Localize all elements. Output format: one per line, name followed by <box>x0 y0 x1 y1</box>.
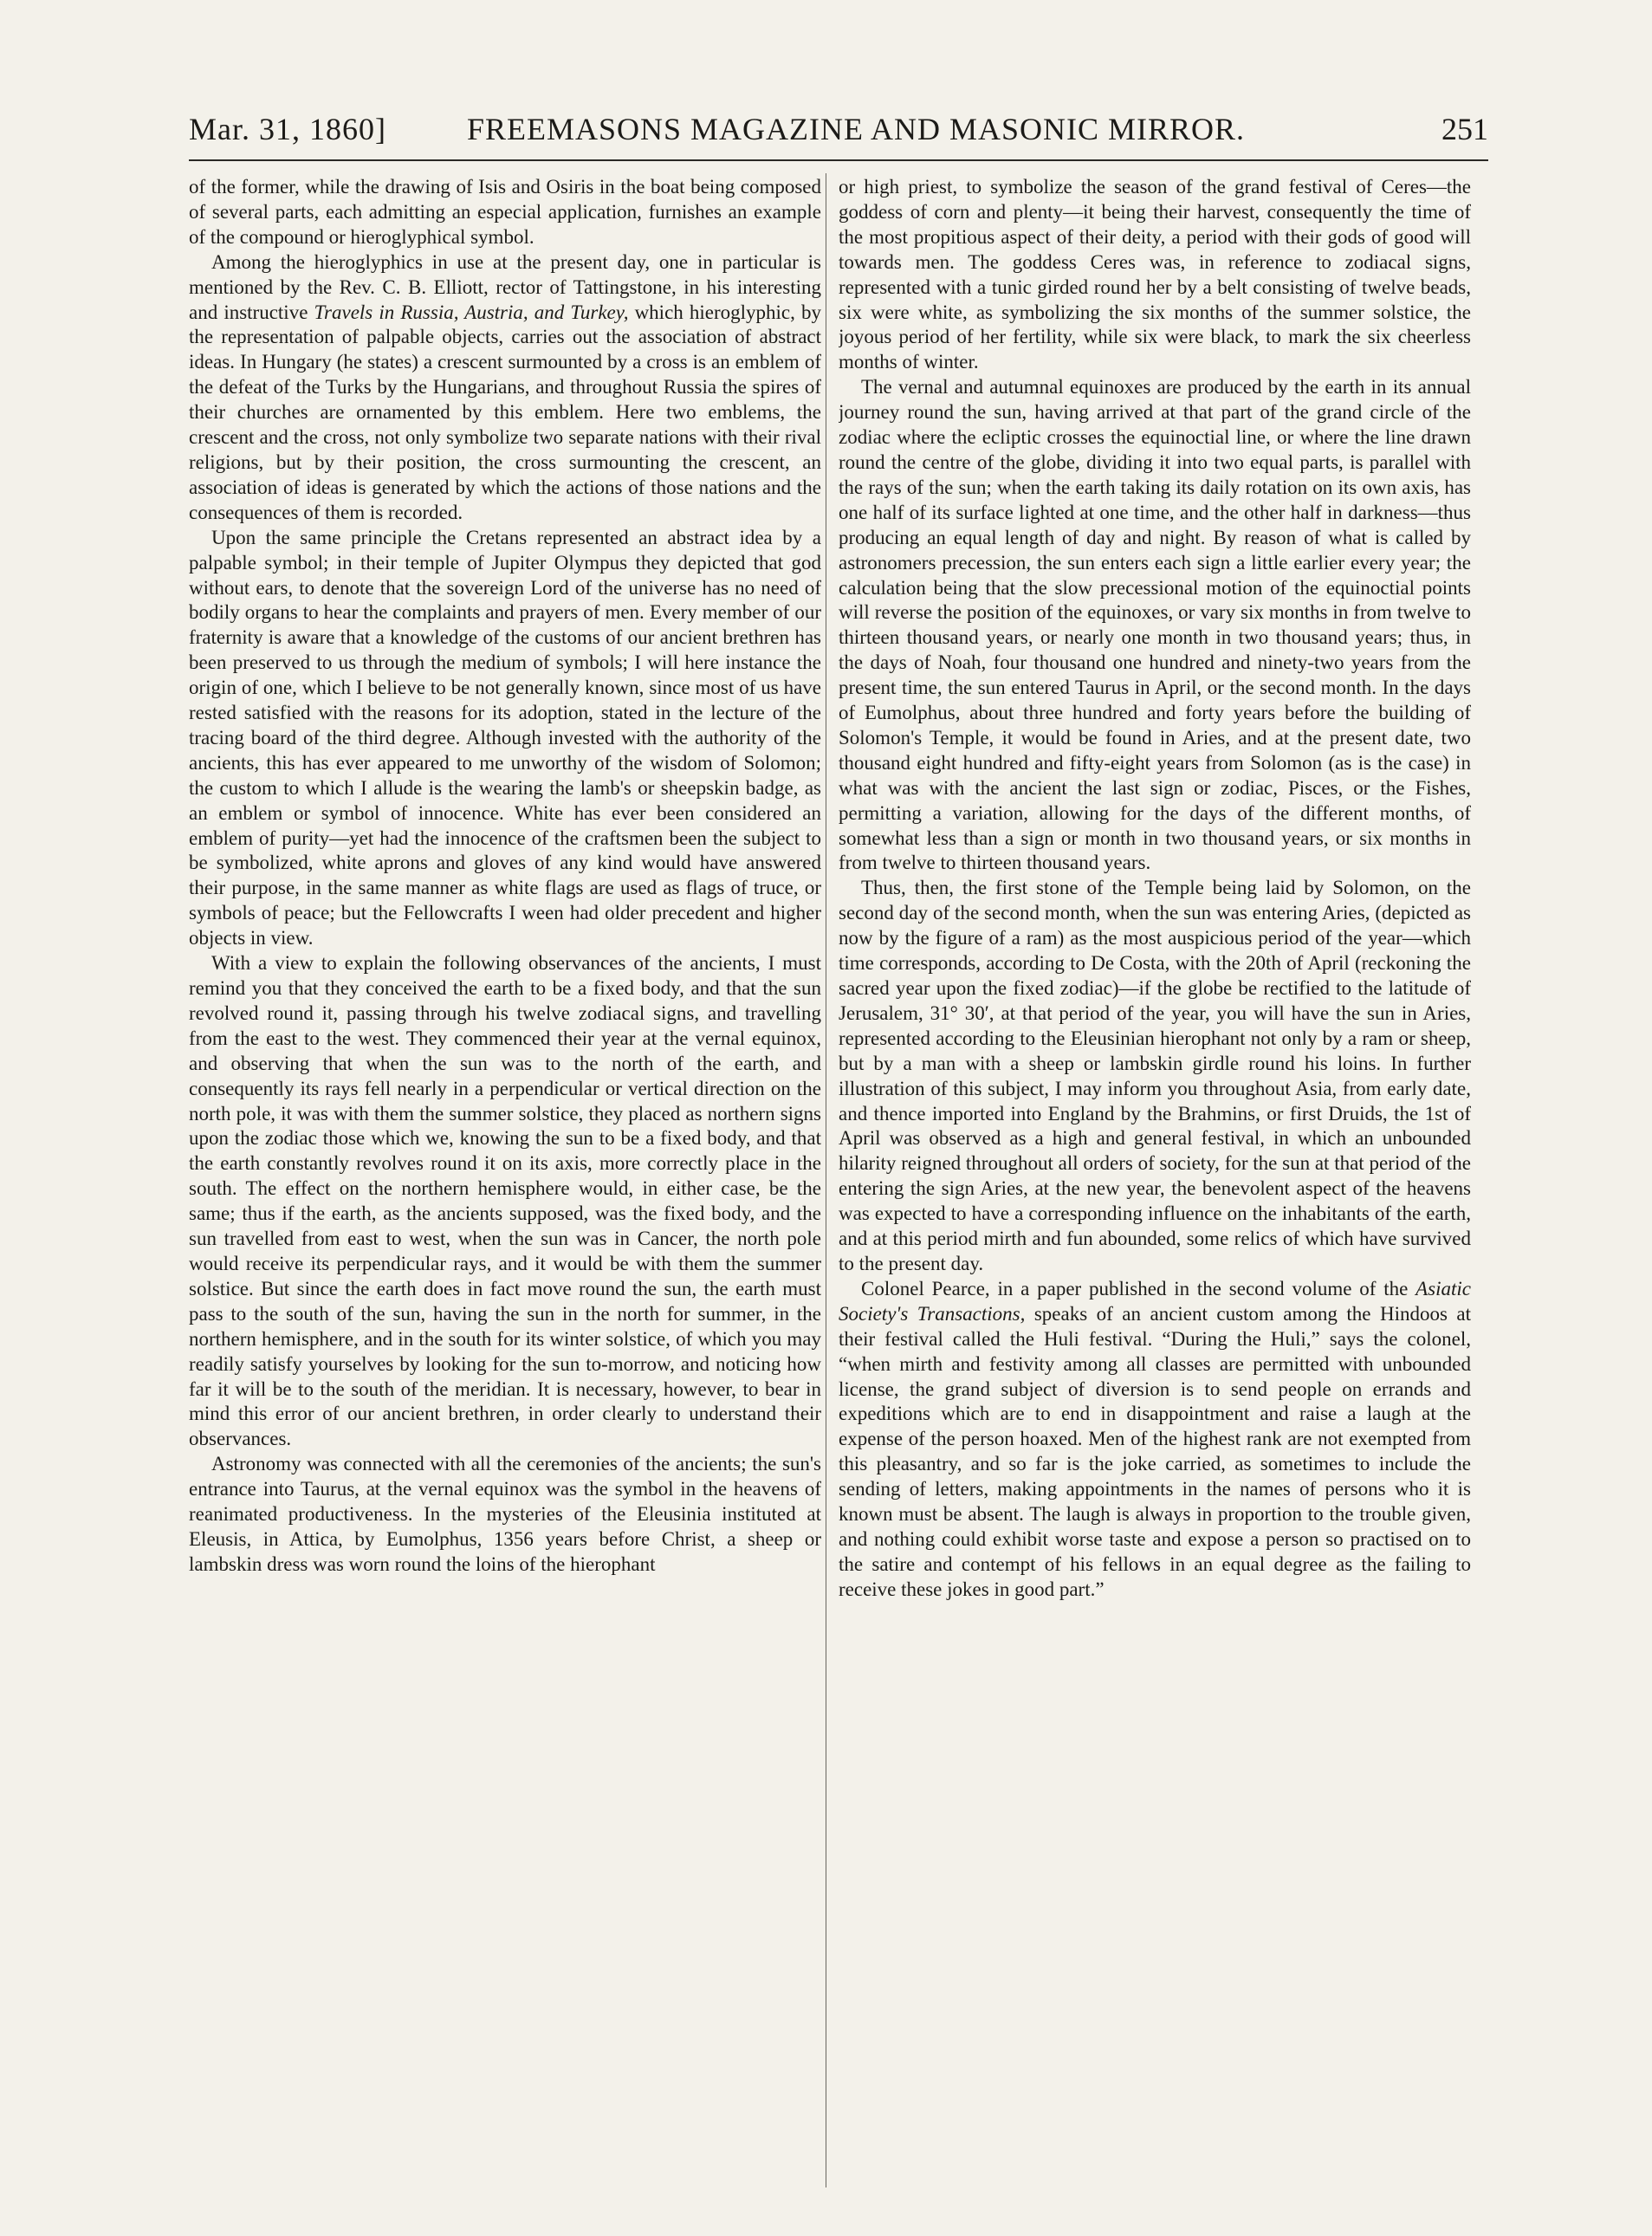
right-paragraph-1: or high priest, to symbolize the season of the grand festival of Ceres—the goddess of corn and plenty—it being their harvest, consequently the time of the most propitious aspect of their deity, a period with their gods of good will towards men. The goddess Ceres was, in reference to zodiacal signs, represented with a tunic girded round her by a belt consisting of twelve beads, six were white, as symbolizing the six months of the summer solstice, the joyous period of her fertility, while six were black, to mark the six cheerless months of winter. <box>839 176 1471 373</box>
right-paragraph-4-part-b: speaks of an ancient custom among the Hindoos at their festival called the Huli festival. “During the Huli,” says the colonel, “when mirth and festivity among all classes are permitted with unbounded license, the grand subject of diversion is to send people on errands and expeditions which are to end in disappointment and raise a laugh at the expense of the person hoaxed. Men of the highest rank are not exempted from this pleasantry, and so far is the joke carried, as sometimes to include the sending of letters, making appointments in the names of persons who it is known must be absent. The laugh is always in proportion to the trouble given, and nothing could exhibit worse taste and expose a person so practised on to the satire and contempt of his fellows in an equal degree as the failing to receive these jokes in good part.” <box>839 1302 1471 1600</box>
right-paragraph-4 <box>839 1277 1471 1603</box>
journal-title-asiatic: Asiatic Society's Transactions, <box>839 1277 1471 1325</box>
header-title: FREEMASONS MAGAZINE AND MASONIC MIRROR. <box>466 112 1246 146</box>
book-title-travels: Travels in Russia, Austria, and Turkey, <box>314 301 629 323</box>
left-paragraph-3: Upon the same principle the Cretans represented an abstract idea by a palpable symbol; in their temple of Jupiter Olympus they depicted that god without ears, to denote that the sovereign Lord of the universe has no need of bodily organs to hear the complaints and prayers of men. Every member of our fraternity is aware that a knowledge of the customs of our ancient brethren has been preserved to us through the medium of symbols; I will here instance the origin of one, which I believe to be not generally known, since most of us have rested satisfied with the reasons for its adoption, stated in the lecture of the tracing board of the third degree. Although invested with the authority of the ancients, this has ever appeared to me unworthy of the wisdom of Solomon; the custom to which I allude is the wearing the lamb's or sheepskin badge, as an emblem or symbol of innocence. White has ever been considered an emblem of purity—yet had the innocence of the craftsmen been the subject to be symbolized, white aprons and gloves of any kind would have answered their purpose, in the same manner as white flags are used as flags of truce, or symbols of peace; but the Fellowcrafts I ween had older precedent and higher objects in view. <box>189 526 821 949</box>
left-paragraph-1: of the former, while the drawing of Isis and Osiris in the boat being composed of several parts, each admitting an especial application, furnishes an example of the compound or hieroglyphical symbol. <box>189 176 821 248</box>
right-paragraph-4-part-a: Colonel Pearce, in a paper published in the second volume of the <box>861 1277 1416 1299</box>
header-date: Mar. 31, 1860] <box>189 112 386 146</box>
left-paragraph-4: With a view to explain the following observances of the ancients, I must remind you that they conceived the earth to be a fixed body, and that the sun revolved round it, passing through his twelve zodiacal signs, and travelling from the east to the west. They commenced their year at the vernal equinox, and observing that when the sun was to the north of the earth, and consequently its rays fell nearly in a perpendicular or vertical direction on the north pole, it was with them the summer solstice, they placed as northern signs upon the zodiac those which we, knowing the sun to be a fixed body, and that the earth constantly revolves round it on its axis, more correctly place in the south. The effect on the northern hemisphere would, in either case, be the same; thus if the earth, as the ancients supposed, was the fixed body, and the sun travelled from east to west, when the sun was in Cancer, the north pole would receive its perpendicular rays, and it would be with them the summer solstice. But since the earth does in fact move round the sun, the earth must pass to the south of the sun, having the sun in the north for summer, in the northern hemisphere, and in the south for its winter solstice, of which you may readily satisfy yourselves by looking for the sun to-morrow, and noticing how far it will be to the south of the meridian. It is necessary, however, to bear in mind this error of our ancient brethren, in order clearly to understand their observances. <box>189 952 821 1450</box>
left-paragraph-2-part-a: Among the hieroglyphics in use at the present day, one in particular is mentioned by the Rev. C. B. Elliott, rector of Tattingstone, in his interesting and instructive <box>189 250 821 323</box>
left-paragraph-5: Astronomy was connected with all the ceremonies of the ancients; the sun's entrance into Taurus, at the vernal equinox was the symbol in the heavens of reanimated productiveness. In the mysteries of the Eleusinia instituted at Eleusis, in Attica, by Eumolphus, 1356 years before Christ, a sheep or lambskin dress was worn round the loins of the hierophant <box>189 1453 821 1575</box>
right-paragraph-3: Thus, then, the first stone of the Temple being laid by Solomon, on the second day of the second month, when the sun was entering Aries, (depicted as now by the figure of a ram) as the most auspicious period of the year—which time corresponds, according to De Costa, with the 20th of April (reckoning the sacred year upon the fixed zodiac)—if the globe be rectified to the latitude of Jerusalem, 31° 30′, at that period of the year, you will have the sun in Aries, represented according to the Eleusinian hierophant not only by a ram or sheep, but by a man with a sheep or lambskin girdle round his loins. In further illustration of this subject, I may inform you throughout Asia, from early date, and thence imported into England by the Brahmins, or first Druids, the 1st of April was observed as a high and general festival, in which an unbounded hilarity reigned throughout all orders of society, for the sun at that period of the entering the sign Aries, at the new year, the benevolent aspect of the heavens was expected to have a corresponding influence on the inhabitants of the earth, and at this period mirth and fun abounded, some relics of which have survived to the present day. <box>839 877 1471 1274</box>
page-header <box>189 106 1488 161</box>
page-number: 251 <box>1441 112 1488 146</box>
right-column <box>839 175 1471 2194</box>
left-paragraph-2-part-b: which hieroglyphic, by the representation of palpable objects, carries out the association of abstract ideas. In Hungary (he states) a crescent surmounted by a cross is an emblem of the defeat of the Turks by the Hungarians, and throughout Russia the spires of their churches are ornamented by this emblem. Here two emblems, the crescent and the cross, not only symbolize two separate nations with their rival religions, but by their position, the cross surmounting the crescent, an association of ideas is generated by which the actions of those nations and the consequences of them is recorded. <box>189 301 821 523</box>
left-column <box>189 175 821 2194</box>
right-paragraph-2: The vernal and autumnal equinoxes are produced by the earth in its annual journey round the sun, having arrived at that part of the grand circle of the zodiac where the ecliptic crosses the equinoctial line, or where the line drawn round the centre of the globe, dividing it into two equal parts, is parallel with the rays of the sun; when the earth taking its daily rotation on its own axis, has one half of its surface lighted at one time, and the other half in darkness—thus producing an equal length of day and night. By reason of what is called by astronomers precession, the sun enters each sign a little earlier every year; the calculation being that the slow precessional motion of the equinoctial points will reverse the position of the equinoxes, or vary six months in from twelve to thirteen thousand years, or nearly one month in two thousand years; thus, in the days of Noah, four thousand one hundred and ninety-two years from the present time, the sun entered Taurus in April, or the second month. In the days of Eumolphus, about three hundred and forty years before the building of Solomon's Temple, it would be found in Aries, and at the present date, two thousand eight hundred and fifty-eight years from Solomon (as is the case) in what was with the ancient the last sign or zodiac, Pisces, or the Fishes, permitting a variation, allowing for the days of the different months, of somewhat less than a sign or month in two thousand years, or six months in from twelve to thirteen thousand years. <box>839 376 1471 874</box>
left-paragraph-2 <box>189 250 821 526</box>
